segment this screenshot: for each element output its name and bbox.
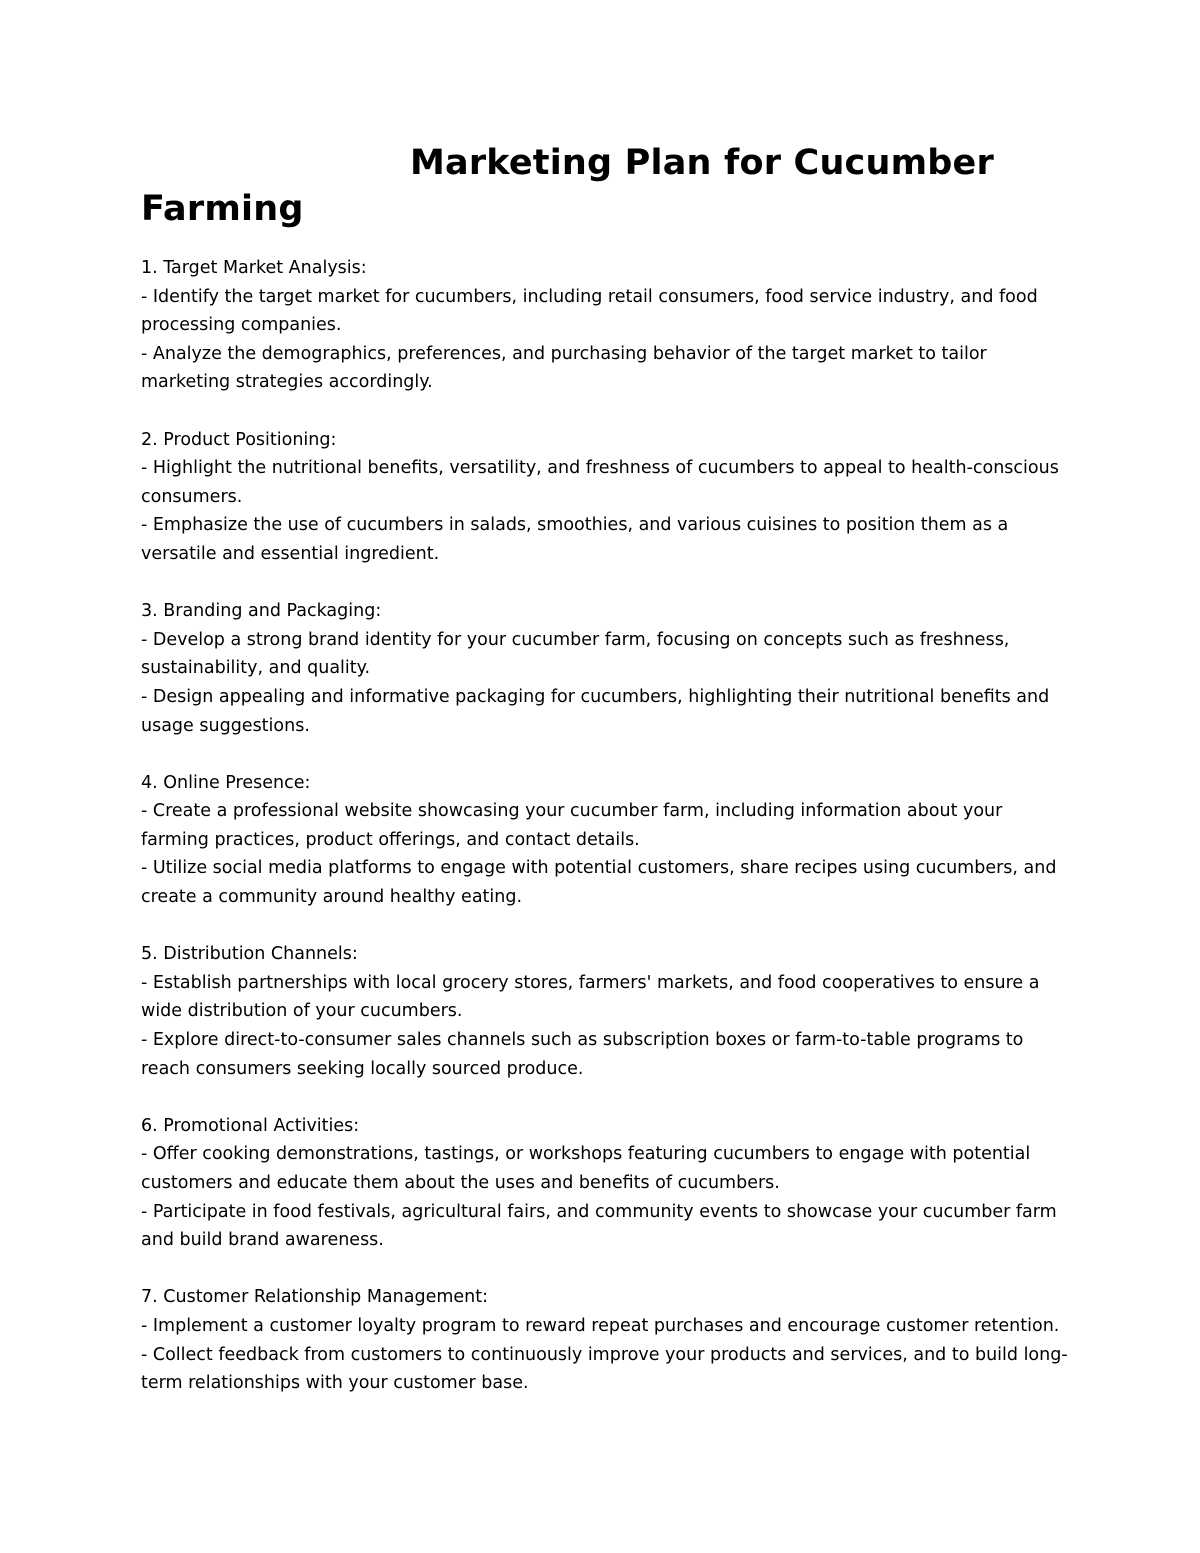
section-point: - Participate in food festivals, agricultural fairs, and community events to showcase your cucumber farm and build brand awareness.: [141, 1201, 1057, 1251]
section-point: - Utilize social media platforms to engage with potential customers, share recipes using cucumbers, and create a community around healthy eating.: [141, 858, 1057, 908]
section-heading: 7. Customer Relationship Management:: [141, 1287, 488, 1308]
section-point: - Implement a customer loyalty program to reward repeat purchases and encourage customer retention.: [141, 1315, 1060, 1336]
section-point: - Design appealing and informative packaging for cucumbers, highlighting their nutritional benefits and usage suggestions.: [141, 686, 1050, 736]
section-online-presence: [141, 769, 1071, 912]
section-point: - Emphasize the use of cucumbers in salads, smoothies, and various cuisines to position them as a versatile and essential ingredient.: [141, 515, 1009, 564]
section-point: - Highlight the nutritional benefits, versatility, and freshness of cucumbers to appeal to health-conscious consumers.: [141, 458, 1059, 507]
section-list: [141, 254, 1071, 1398]
section-point: - Develop a strong brand identity for your cucumber farm, focusing on concepts such as freshness, sustainability, and quality.: [141, 629, 1010, 679]
section-point: - Explore direct-to-consumer sales channels such as subscription boxes or farm-to-table programs to reach consumers seeking locally sourced produce.: [141, 1030, 1024, 1079]
section-distribution-channels: [141, 940, 1071, 1083]
section-customer-relationship: [141, 1283, 1071, 1397]
section-point: - Establish partnerships with local grocery stores, farmers' markets, and food cooperatives to ensure a wide distribution of your cucumbers.: [141, 972, 1040, 1022]
document-title: Marketing Plan for Cucumber Farming: [141, 143, 994, 229]
section-branding-packaging: [141, 597, 1071, 740]
document-page: [141, 140, 1071, 1426]
section-heading: 4. Online Presence:: [141, 772, 311, 793]
section-heading: 1. Target Market Analysis:: [141, 258, 367, 278]
section-point: - Offer cooking demonstrations, tastings, or workshops featuring cucumbers to engage with potential customers and educate them about the uses and benefits of cucumbers.: [141, 1144, 1031, 1193]
section-promotional-activities: [141, 1112, 1071, 1255]
section-target-market: [141, 254, 1071, 397]
section-point: - Analyze the demographics, preferences, and purchasing behavior of the target market to tailor marketing strategies accordingly.: [141, 343, 987, 393]
section-heading: 3. Branding and Packaging:: [141, 601, 382, 622]
section-product-positioning: [141, 426, 1071, 569]
section-point: - Identify the target market for cucumbers, including retail consumers, food service industry, and food processing companies.: [141, 286, 1038, 336]
section-heading: 6. Promotional Activities:: [141, 1115, 360, 1136]
section-heading: 2. Product Positioning:: [141, 429, 337, 450]
section-heading: 5. Distribution Channels:: [141, 944, 358, 965]
section-point: - Collect feedback from customers to continuously improve your products and services, and to build long-term relationships with your customer base.: [141, 1344, 1068, 1394]
section-point: - Create a professional website showcasing your cucumber farm, including information about your farming practices, product offerings, and contact details.: [141, 801, 1003, 850]
